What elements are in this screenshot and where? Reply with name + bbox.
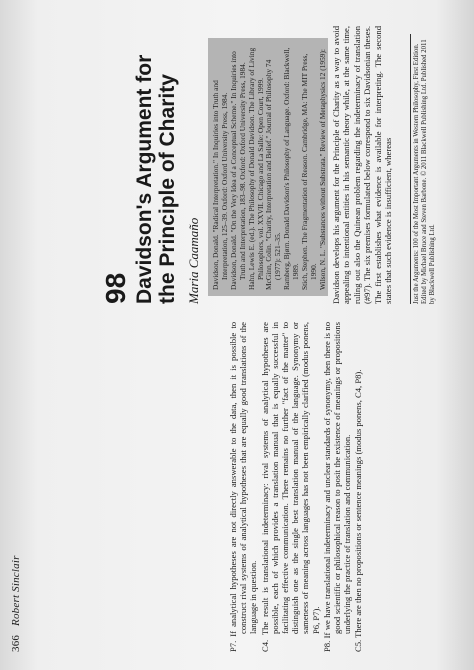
paragraph-p8: P8. If we have translational indeterminacy and unclear standards of synonymy, then there is no good scientific or philosophical reason to posit the existence of meanings or propositions underlying the practice of translation and communication. bbox=[321, 322, 353, 652]
bibliography-entry: Hahn, Lewis E. (ed.). The Philosophy of Donald Davidson. The Library of Living Philosophers, vol. XXVII. Chicago and La Salle: Open Court, 1999. bbox=[246, 47, 265, 290]
bibliography-entry: Stich, Stephen. The Fragmentation of Reason. Cambridge, MA: The MIT Press, 1990. bbox=[300, 53, 318, 290]
chapter-number: 98 bbox=[100, 272, 131, 304]
running-head-author: Robert Sinclair bbox=[10, 555, 22, 626]
chapter-body: Davidson develops his argument for the Principle of Charity as a way to avoid appealing to intentional entities in his semantic theory while, at the same time, ruling out also the Quinean problem regarding the indeterminacy of translation (#97). The six premises formulated below correspond to six Davidsonian theses. The first establishes what evidence is available for interpreting. The second states that such evidence is insufficient, whereas bbox=[331, 26, 394, 304]
chapter-title: Davidson's Argument for the Principle of Charity bbox=[133, 54, 179, 304]
paragraph-p7: P7. If analytical hypotheses are not directly answerable to the data, then it is possible to construct rival systems of analytical hypotheses that are equally good translations of the language in question. bbox=[228, 322, 259, 652]
page-number: 366 bbox=[10, 634, 22, 652]
left-page bbox=[0, 322, 474, 652]
bibliography-entry: Davidson, Donald. "On the Very Idea of a Conceptual Scheme." In Inquiries into Truth and Interpretation, 183–98. Oxford: Oxford University Press, 1984. bbox=[228, 51, 247, 290]
bibliography-entry: Davidson, Donald. "Radical Interpretation." In Inquiries into Truth and Interpretation, 125–39. Oxford: Oxford University Press, 1984. bbox=[211, 80, 229, 290]
right-page bbox=[0, 0, 474, 318]
bibliography-entry: Wilson, N. L. "Substances without Substrata." Review of Metaphysics 12 (1959): bbox=[317, 49, 327, 290]
bibliography-box bbox=[208, 38, 328, 296]
publication-footnote: Just the Arguments: 100 of the Most Important Arguments in Western Philosophy, First Edition. Edited by Michael Bruce and Steven Barbone. © 2011 Blackwell Publishing Ltd. Published 2011 by Blackwell Publishing Ltd. bbox=[410, 34, 437, 304]
paragraph-c5: C5. There are then no propositions or sentence meanings (modus ponens, C4, P8). bbox=[353, 369, 364, 652]
bibliography-entry: Ramberg, Bjørn. Donald Davidson's Philosophy of Language. Oxford: Blackwell, 1989. bbox=[282, 47, 301, 290]
chapter-author: Maria Caamaño bbox=[186, 217, 201, 304]
running-head bbox=[10, 555, 22, 652]
left-page-body bbox=[228, 322, 365, 652]
paragraph-c4: C4. The result is translational indeterminacy: rival systems of analytical hypotheses are possible, each of which provides a translation manual that is equally successful in facilitating effective communication. There remains no further "fact of the matter" to distinguish one as the single best translation manual of the language. Synonymy or sameness of meaning across languages has not been empirically clarified (modus ponens, P6, P7). bbox=[259, 322, 321, 652]
bibliography-entry: McGinn, Colin. "Charity, Interpretation and Belief." Journal of Philosophy 74 (1977): 521–35. bbox=[264, 59, 283, 290]
